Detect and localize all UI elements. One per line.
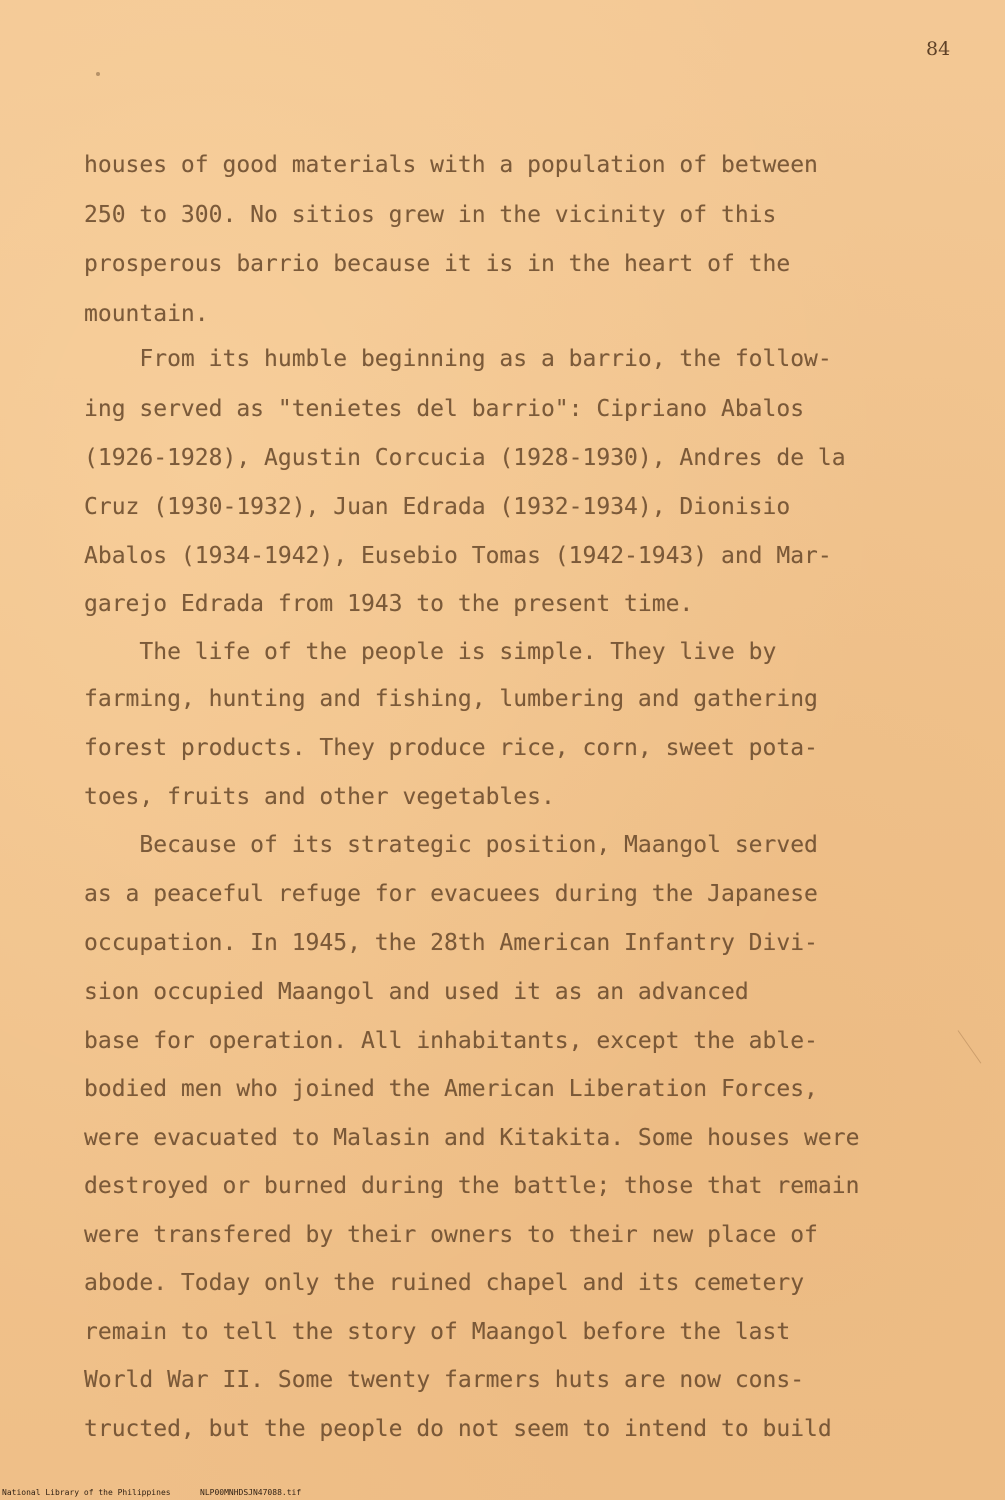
text-line: The life of the people is simple. They live by bbox=[84, 639, 777, 665]
text-line: Cruz (1930-1932), Juan Edrada (1932-1934), Dionisio bbox=[84, 494, 791, 520]
text-line: as a peaceful refuge for evacuees during the Japanese bbox=[84, 881, 818, 907]
text-line: were evacuated to Malasin and Kitakita. Some houses were bbox=[84, 1125, 860, 1151]
text-line: ing served as "tenietes del barrio": Cipriano Abalos bbox=[84, 396, 805, 422]
text-line: toes, fruits and other vegetables. bbox=[84, 784, 555, 810]
text-line: sion occupied Maangol and used it as an advanced bbox=[84, 979, 749, 1005]
text-line: 250 to 300. No sitios grew in the vicinity of this bbox=[84, 202, 777, 228]
text-line: farming, hunting and fishing, lumbering and gathering bbox=[84, 686, 818, 712]
text-line: tructed, but the people do not seem to intend to build bbox=[84, 1416, 832, 1442]
text-line: Because of its strategic position, Maangol served bbox=[84, 832, 818, 858]
text-line: remain to tell the story of Maangol before the last bbox=[84, 1319, 791, 1345]
text-line: destroyed or burned during the battle; those that remain bbox=[84, 1173, 860, 1199]
text-line: garejo Edrada from 1943 to the present time. bbox=[84, 591, 694, 617]
text-line: mountain. bbox=[84, 301, 209, 327]
text-line: abode. Today only the ruined chapel and its cemetery bbox=[84, 1270, 805, 1296]
text-line: bodied men who joined the American Liberation Forces, bbox=[84, 1076, 818, 1102]
text-line: Abalos (1934-1942), Eusebio Tomas (1942-1943) and Mar- bbox=[84, 543, 832, 569]
text-line: forest products. They produce rice, corn, sweet pota- bbox=[84, 735, 818, 761]
text-line: (1926-1928), Agustin Corcucia (1928-1930), Andres de la bbox=[84, 445, 846, 471]
page-number: 84 bbox=[926, 38, 951, 60]
text-line: From its humble beginning as a barrio, the follow- bbox=[84, 346, 832, 372]
paper-crease bbox=[958, 1030, 982, 1063]
footer-filename: NLP00MNHDSJN47088.tif bbox=[200, 1488, 302, 1497]
text-line: houses of good materials with a population of between bbox=[84, 152, 818, 178]
text-line: occupation. In 1945, the 28th American Infantry Divi- bbox=[84, 930, 818, 956]
text-line: were transfered by their owners to their new place of bbox=[84, 1222, 818, 1248]
footer-source: National Library of the Philippines bbox=[2, 1488, 171, 1497]
ink-speck bbox=[96, 72, 100, 76]
text-line: prosperous barrio because it is in the heart of the bbox=[84, 251, 791, 277]
text-line: World War II. Some twenty farmers huts are now cons- bbox=[84, 1367, 805, 1393]
text-line: base for operation. All inhabitants, except the able- bbox=[84, 1028, 818, 1054]
